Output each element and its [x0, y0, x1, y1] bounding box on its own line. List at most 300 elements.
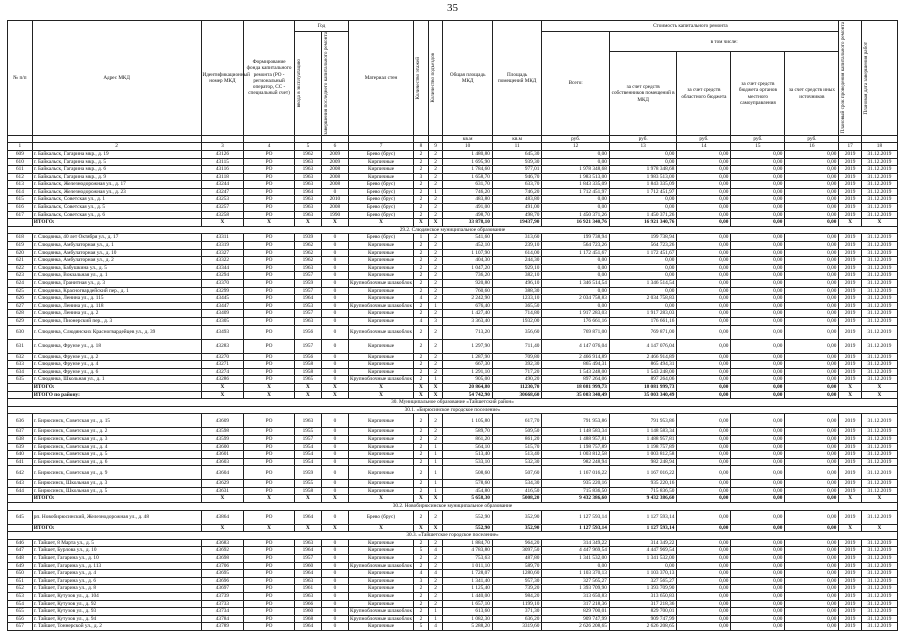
table-cell: 2 — [414, 196, 429, 204]
table-cell: 0,00 — [785, 443, 839, 451]
table-cell: 2 — [428, 585, 443, 593]
table-cell: 0,00 — [785, 310, 839, 318]
table-cell: X — [839, 391, 862, 399]
table-cell: 739,20 — [492, 585, 542, 593]
table-row — [8, 310, 898, 318]
table-cell: 1959 — [294, 466, 321, 480]
table-cell: 0,00 — [677, 204, 731, 212]
table-cell: 643 — [8, 480, 33, 488]
table-cell: Кирпичные — [348, 414, 413, 428]
table-cell: 769 871,00 — [609, 325, 677, 339]
table-cell: Кирпичные — [348, 257, 413, 265]
header-regional: за счет средств областного бюджета — [677, 52, 731, 135]
table-cell: 0 — [321, 317, 348, 325]
table-cell: 642 — [8, 466, 33, 480]
table-cell: 1 978 348,68 — [542, 166, 610, 174]
table-cell: Кирпичные — [348, 310, 413, 318]
table-cell: 0,00 — [731, 272, 785, 280]
table-cell: 1 198 757,89 — [609, 443, 677, 451]
units-row — [8, 135, 898, 143]
table-cell: 1 125,40 — [443, 585, 493, 593]
table-cell: 43698 — [201, 555, 244, 563]
table-cell: 2 466 914,89 — [542, 353, 610, 361]
table-cell: 0,00 — [731, 166, 785, 174]
table-cell: 0 — [321, 570, 348, 578]
table-row — [8, 280, 898, 288]
header-floors: Количество этажей — [414, 21, 429, 136]
table-cell: 634 — [8, 368, 33, 376]
table-cell: РО — [244, 361, 295, 369]
table-cell: 0,00 — [677, 196, 731, 204]
table-cell: 2 — [428, 264, 443, 272]
table-cell: 43631 — [201, 487, 244, 495]
table-cell: 31.12.2019 — [861, 376, 897, 384]
table-cell: 4 — [414, 570, 429, 578]
table-cell: РО — [244, 608, 295, 616]
table-cell: 31.12.2019 — [861, 234, 897, 242]
table-cell: 0,00 — [731, 428, 785, 436]
table-cell: 1954 — [294, 451, 321, 459]
section-title: 30.2. Новобирюсинское муниципальное образование — [8, 503, 898, 511]
table-cell: 1 — [428, 608, 443, 616]
table-cell: ИТОГО: — [32, 495, 201, 503]
table-cell — [8, 219, 33, 227]
table-cell: 1 427,40 — [443, 310, 493, 318]
header-year-repair: завершения последнего капитального ремонта — [321, 32, 348, 136]
table-cell: 0,00 — [677, 188, 731, 196]
table-row — [8, 196, 898, 204]
table-cell: 0,00 — [785, 188, 839, 196]
table-cell: 629 — [8, 317, 33, 325]
table-cell: 637 — [8, 428, 33, 436]
table-cell: 2 — [414, 150, 429, 158]
table-cell: 31.12.2019 — [861, 368, 897, 376]
table-cell: 2 — [428, 510, 443, 524]
table-cell: X — [861, 219, 897, 227]
table-cell: X — [861, 383, 897, 391]
table-cell: 1955 — [294, 428, 321, 436]
table-cell: 0,00 — [785, 458, 839, 466]
table-cell: 612 — [8, 173, 33, 181]
table-row — [8, 585, 898, 593]
table-cell: 454,80 — [443, 487, 493, 495]
table-cell: 1961 — [294, 585, 321, 593]
table-cell: 0,00 — [542, 204, 610, 212]
table-cell: 631,70 — [443, 181, 493, 189]
table-cell: 314 349,22 — [542, 539, 610, 547]
table-cell: 43601 — [201, 451, 244, 459]
table-cell: 2019 — [839, 435, 862, 443]
table-row — [8, 188, 898, 196]
table-cell: 541,60 — [443, 234, 493, 242]
table-cell: г. Бирюсинск, Советская ул., д. 15 — [32, 414, 201, 428]
table-cell: Кирпичные — [348, 585, 413, 593]
table-cell: г. Слюдянка, Амбулаторная ул., д. 10 — [32, 249, 201, 257]
table-cell: 54 742,90 — [443, 391, 493, 399]
table-row — [8, 451, 898, 459]
table-cell: 1958 — [294, 368, 321, 376]
table-cell: Кирпичные — [348, 487, 413, 495]
table-cell: 1962 — [294, 249, 321, 257]
table-cell: 829 700,01 — [542, 608, 610, 616]
table-row — [8, 272, 898, 280]
table-cell: г. Слюдянка, Бабушкина ул., д. 5 — [32, 264, 201, 272]
table-cell: 667,30 — [443, 361, 493, 369]
table-cell: 1957 — [294, 287, 321, 295]
table-cell: 2019 — [839, 428, 862, 436]
table-cell: 0,00 — [785, 623, 839, 631]
table-cell: 1 917 283,03 — [609, 310, 677, 318]
table-cell: 2019 — [839, 562, 862, 570]
table-cell: РО — [244, 257, 295, 265]
table-cell: 1 — [428, 466, 443, 480]
table-cell: РО — [244, 547, 295, 555]
header-entrances: Количество подъездов — [428, 21, 443, 136]
table-cell: 0,00 — [677, 539, 731, 547]
table-cell: X — [428, 391, 443, 399]
table-cell: г. Байкальск, Гагарина мкр., д. 19 — [32, 150, 201, 158]
table-cell: г. Бирюсинск, Советская ул., д. 9 — [32, 466, 201, 480]
table-cell: 0,00 — [785, 600, 839, 608]
table-cell: 617,70 — [492, 414, 542, 428]
table-cell: РО — [244, 458, 295, 466]
table-cell: г. Тайшет, Кутузов ул., д. 92 — [32, 600, 201, 608]
table-cell: РО — [244, 295, 295, 303]
table-cell: 2 — [428, 173, 443, 181]
table-cell: 3 — [414, 173, 429, 181]
table-cell: 2 — [428, 158, 443, 166]
table-cell: 861,20 — [492, 435, 542, 443]
table-cell: 31.12.2019 — [861, 547, 897, 555]
table-cell: 935 220,16 — [609, 480, 677, 488]
table-cell: 31.12.2019 — [861, 181, 897, 189]
capital-repair-table — [7, 20, 898, 631]
table-row — [8, 428, 898, 436]
table-cell: 0,00 — [609, 302, 677, 310]
table-cell: 43286 — [201, 376, 244, 384]
table-cell: X — [861, 391, 897, 399]
table-cell: 0 — [321, 480, 348, 488]
table-cell: 644 — [8, 487, 33, 495]
table-cell: 0,00 — [785, 585, 839, 593]
table-cell: 2019 — [839, 414, 862, 428]
table-cell: 176 661,16 — [609, 317, 677, 325]
table-cell: 1 917 283,03 — [542, 310, 610, 318]
table-cell: Кирпичные — [348, 593, 413, 601]
table-cell: 534,30 — [492, 480, 542, 488]
table-cell: 0,00 — [731, 570, 785, 578]
table-cell: 0 — [321, 325, 348, 339]
table-cell: 31.12.2019 — [861, 466, 897, 480]
table-cell: 31.12.2019 — [861, 458, 897, 466]
table-cell: 31.12.2019 — [861, 188, 897, 196]
table-cell: 0,00 — [785, 428, 839, 436]
table-cell: 611 — [8, 166, 33, 174]
table-cell: 2019 — [839, 487, 862, 495]
table-cell: РО — [244, 577, 295, 585]
table-cell: 0 — [321, 272, 348, 280]
column-number: 15 — [731, 143, 785, 151]
table-cell: РО — [244, 188, 295, 196]
subtotal-row — [8, 391, 898, 399]
table-cell: 0,00 — [677, 173, 731, 181]
table-row — [8, 173, 898, 181]
table-cell: 1 341,40 — [443, 577, 493, 585]
table-cell: 0,00 — [731, 615, 785, 623]
table-cell: 0 — [321, 608, 348, 616]
table-cell: 0,00 — [677, 376, 731, 384]
unit-m2: кв.м — [443, 135, 493, 143]
table-cell: 2 — [414, 242, 429, 250]
table-cell: 2019 — [839, 339, 862, 353]
table-cell: 2019 — [839, 510, 862, 524]
table-cell: 0,00 — [785, 480, 839, 488]
table-cell: 31.12.2019 — [861, 264, 897, 272]
table-cell: г. Слюдянка, Фрунзе ул., д. 2 — [32, 353, 201, 361]
table-cell: РО — [244, 272, 295, 280]
table-cell: 0,00 — [785, 181, 839, 189]
table-cell: 0,00 — [731, 353, 785, 361]
table-cell: Кирпичные — [348, 458, 413, 466]
table-cell: 371,30 — [492, 608, 542, 616]
table-cell: 0,00 — [731, 466, 785, 480]
table-cell: 0,00 — [677, 547, 731, 555]
table-cell: 43274 — [201, 368, 244, 376]
table-cell: 43299 — [201, 287, 244, 295]
table-cell: 1 — [428, 376, 443, 384]
table-cell: 1 712 451,97 — [609, 188, 677, 196]
table-cell: 2 — [414, 466, 429, 480]
table-cell: РО — [244, 555, 295, 563]
table-cell: X — [294, 391, 321, 399]
table-cell: г. Тайшет, Кутузов ул., д. 104 — [32, 593, 201, 601]
table-cell: 2 — [428, 204, 443, 212]
table-cell: 365,50 — [492, 302, 542, 310]
table-cell: 0,00 — [731, 310, 785, 318]
table-cell: 0,00 — [731, 150, 785, 158]
table-cell: 0,00 — [785, 555, 839, 563]
table-cell: 317 218,36 — [609, 600, 677, 608]
table-cell: 31.12.2019 — [861, 150, 897, 158]
table-cell: 2 — [428, 562, 443, 570]
table-row — [8, 487, 898, 495]
table-cell: 0,00 — [542, 158, 610, 166]
table-cell: 2019 — [839, 158, 862, 166]
table-cell: 43789 — [201, 623, 244, 631]
table-cell: 920,80 — [443, 280, 493, 288]
table-cell: 9 432 386,60 — [542, 495, 610, 503]
table-cell: 1 393 709,90 — [609, 585, 677, 593]
table-cell: 0,00 — [677, 353, 731, 361]
table-cell: 0,00 — [785, 287, 839, 295]
table-cell: 2019 — [839, 257, 862, 265]
table-cell: 0 — [321, 376, 348, 384]
table-cell: 0 — [321, 577, 348, 585]
table-cell: 43115 — [201, 158, 244, 166]
table-cell: 2019 — [839, 188, 862, 196]
table-cell: 654 — [8, 600, 33, 608]
table-cell: 619 — [8, 242, 33, 250]
table-cell: Кирпичные — [348, 317, 413, 325]
table-cell: 16 921 340,76 — [542, 219, 610, 227]
table-cell: 2 — [414, 600, 429, 608]
table-cell: X — [414, 219, 429, 227]
table-cell: ИТОГО по району: — [32, 391, 201, 399]
table-cell: 1 884,70 — [443, 539, 493, 547]
table-cell: 0,00 — [731, 264, 785, 272]
table-cell: 0,00 — [542, 264, 610, 272]
header-year-commission: ввода в эксплуатацию — [294, 32, 321, 136]
table-cell: 43683 — [201, 539, 244, 547]
table-cell: 0,00 — [785, 150, 839, 158]
table-cell: 31.12.2019 — [861, 257, 897, 265]
table-cell: 0,00 — [785, 158, 839, 166]
section-header-row — [8, 226, 898, 234]
table-cell: 35 003 340,49 — [609, 391, 677, 399]
table-cell: 0,00 — [677, 524, 731, 532]
table-cell: 0,00 — [677, 166, 731, 174]
table-cell: 1 843 335,09 — [609, 181, 677, 189]
table-cell: 31.12.2019 — [861, 302, 897, 310]
table-cell: г. Слюдянка, Амбулаторная ул., д. 2 — [32, 257, 201, 265]
table-cell: РО — [244, 211, 295, 219]
table-cell: 20 864,80 — [443, 383, 493, 391]
table-cell: 614,00 — [492, 249, 542, 257]
table-cell: 2 — [414, 280, 429, 288]
table-cell: г. Тайшет, Тоннерской ул., д. 2 — [32, 623, 201, 631]
table-cell: 0,00 — [731, 249, 785, 257]
table-cell: 0,00 — [677, 310, 731, 318]
table-cell: 491,00 — [492, 204, 542, 212]
table-cell: 31.12.2019 — [861, 600, 897, 608]
table-cell: 982 248,94 — [542, 458, 610, 466]
table-cell: 43253 — [201, 196, 244, 204]
table-cell: 31.12.2019 — [861, 242, 897, 250]
table-cell: РО — [244, 623, 295, 631]
table-cell: Крупноблочные шлакоблок — [350, 562, 413, 569]
table-cell: 2 — [428, 339, 443, 353]
table-cell: 0,00 — [609, 204, 677, 212]
table-cell: 31.12.2019 — [861, 295, 897, 303]
table-cell: 2 — [414, 368, 429, 376]
table-cell: 0 — [321, 414, 348, 428]
table-cell: 633 — [8, 361, 33, 369]
table-cell: 650 — [8, 570, 33, 578]
table-cell: X — [414, 383, 429, 391]
table-row — [8, 539, 898, 547]
table-cell: 0,00 — [785, 577, 839, 585]
table-cell: 2 — [428, 211, 443, 219]
table-row — [8, 166, 898, 174]
table-cell: 0,00 — [542, 287, 610, 295]
table-cell: 0 — [321, 443, 348, 451]
table-cell: 982 248,94 — [609, 458, 677, 466]
table-cell: 736,20 — [443, 272, 493, 280]
table-cell: 2008 — [321, 204, 348, 212]
table-cell: 2 — [414, 608, 429, 616]
header-plan-start: Плановый срок проведения капитального ремонта — [839, 21, 862, 136]
table-cell: X — [861, 495, 897, 503]
table-cell: 2019 — [839, 585, 862, 593]
table-cell: 0 — [321, 234, 348, 242]
table-cell: г. Байкальск, Советская ул., д. 5 — [32, 204, 201, 212]
table-cell: 1 127 593,14 — [609, 510, 677, 524]
table-cell: РО — [244, 615, 295, 623]
table-cell: 513,40 — [492, 451, 542, 459]
table-cell: 0,00 — [785, 361, 839, 369]
table-cell: ИТОГО: — [32, 383, 201, 391]
table-cell: 0,00 — [609, 264, 677, 272]
header-fund: Формирование фонда капитального ремонта (РО - региональный оператор, СС - специальный счет) — [244, 21, 295, 136]
table-cell: 43270 — [201, 353, 244, 361]
table-cell: 4 147 076,04 — [542, 339, 610, 353]
table-cell: 2 — [428, 150, 443, 158]
table-cell: 0,00 — [785, 608, 839, 616]
table-cell: г. Слюдянка, Ленина ул., д. 115 — [32, 295, 201, 303]
table-row — [8, 353, 898, 361]
table-cell: 43733 — [201, 600, 244, 608]
table-cell: 1 658,70 — [443, 173, 493, 181]
table-cell: 483,80 — [443, 196, 493, 204]
table-cell: 1963 — [294, 166, 321, 174]
table-cell: 0 — [321, 339, 348, 353]
table-cell: РО — [244, 287, 295, 295]
table-cell: 43697 — [201, 585, 244, 593]
table-cell — [8, 524, 33, 532]
table-cell: 5 — [414, 623, 429, 631]
table-cell: 1963 — [294, 317, 321, 325]
table-cell: 2 — [414, 158, 429, 166]
table-cell: 0 — [321, 593, 348, 601]
table-cell: 1957 — [294, 555, 321, 563]
table-cell: 2009 — [321, 158, 348, 166]
table-cell: 0,00 — [785, 368, 839, 376]
table-cell: 0,00 — [731, 302, 785, 310]
table-cell: 313,60 — [492, 234, 542, 242]
table-cell: 2 — [414, 451, 429, 459]
table-cell: 0,00 — [731, 196, 785, 204]
table-cell: 31.12.2019 — [861, 480, 897, 488]
section-header-row — [8, 532, 898, 540]
table-cell: 1 543 248,00 — [542, 368, 610, 376]
table-cell: 0,00 — [677, 600, 731, 608]
table-cell: 1 — [428, 615, 443, 623]
table-cell: 31.12.2019 — [861, 339, 897, 353]
table-cell: 0,00 — [785, 272, 839, 280]
table-cell: 1959 — [294, 280, 321, 288]
table-cell: 0,00 — [785, 325, 839, 339]
table-cell: г. Байкальск, Гагарина мкр., д. 6 — [32, 166, 201, 174]
table-cell: 43271 — [201, 361, 244, 369]
table-cell: 1 488 957,81 — [542, 435, 610, 443]
table-cell: г. Тайшет, 8 Марта ул., д. 5 — [32, 539, 201, 547]
table-cell: РО — [244, 150, 295, 158]
table-cell: 0,00 — [677, 414, 731, 428]
table-cell: Кирпичные — [348, 272, 413, 280]
table-row — [8, 593, 898, 601]
table-cell: 589,70 — [492, 562, 542, 570]
table-cell: 1233,10 — [492, 295, 542, 303]
table-cell: 0 — [321, 295, 348, 303]
table-cell: г. Слюдянка, Пионерский пер., д. 3 — [32, 317, 201, 325]
table-cell: 1964 — [294, 188, 321, 196]
table-cell: 0,00 — [731, 480, 785, 488]
table-cell: 30668,60 — [492, 391, 542, 399]
table-cell: 0,00 — [731, 562, 785, 570]
table-cell: 2019 — [839, 234, 862, 242]
table-cell: 0,00 — [542, 302, 610, 310]
table-cell: 1960 — [294, 562, 321, 570]
